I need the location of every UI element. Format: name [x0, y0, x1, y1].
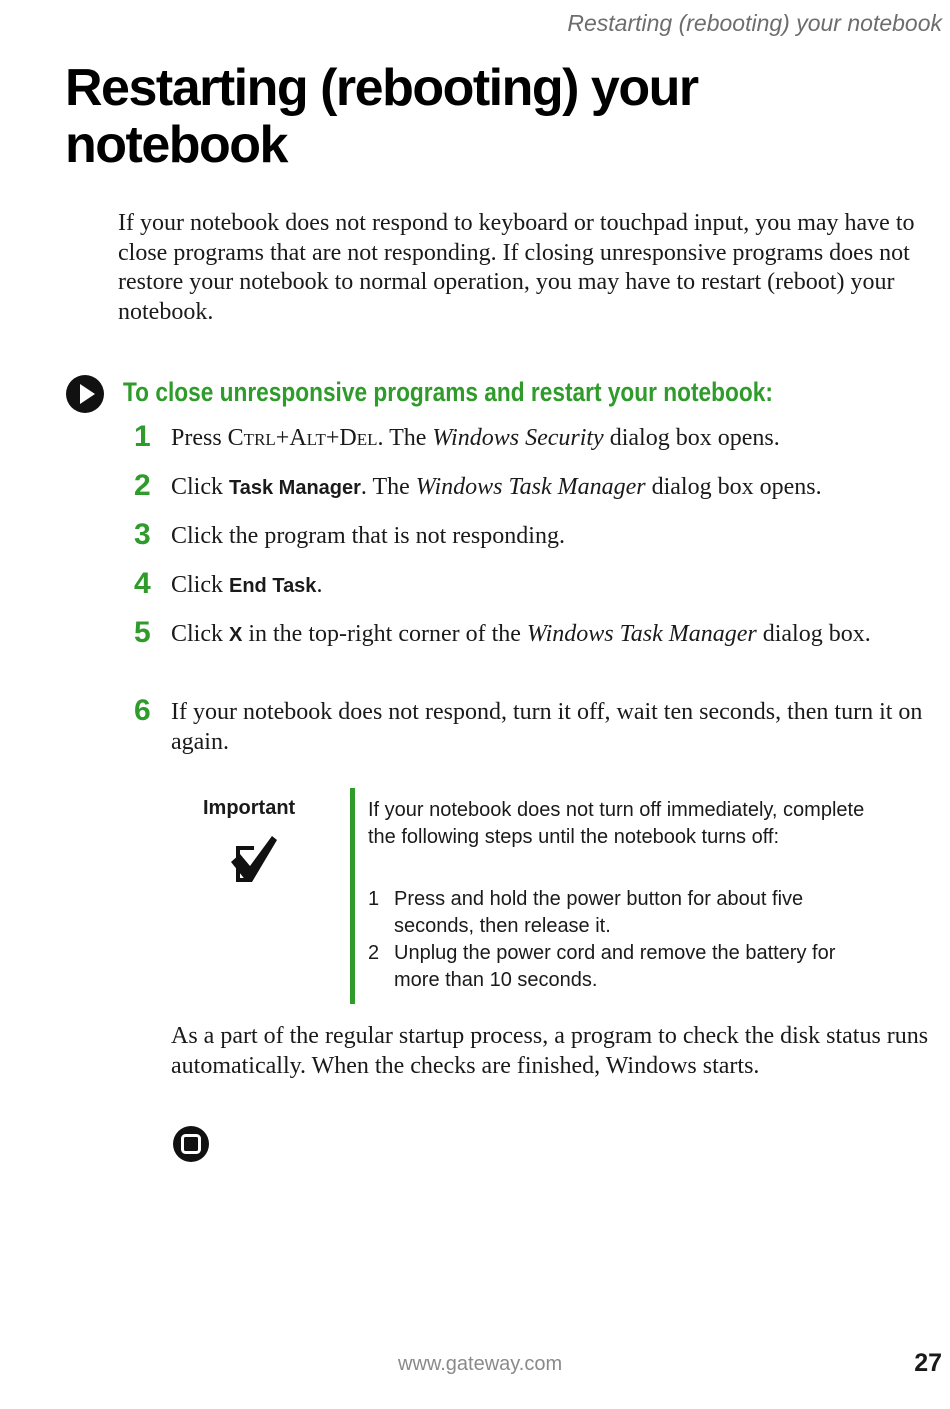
- step-text: Click the program that is not responding.: [171, 523, 565, 549]
- step-number: 2: [134, 469, 151, 502]
- ui-label-end-task: End Task: [229, 575, 317, 597]
- item-text: Unplug the power cord and remove the battery for more than 10 seconds.: [394, 942, 836, 991]
- procedure-end-icon: [172, 1125, 210, 1163]
- closing-paragraph: As a part of the regular startup process, a program to check the disk status runs automatically. When the checks are finished, Windows starts.: [171, 1023, 929, 1079]
- ui-label-close-x: X: [229, 624, 243, 646]
- item-text: Press and hold the power button for about five seconds, then release it.: [394, 888, 804, 937]
- ui-label-task-manager: Task Manager: [229, 477, 361, 499]
- procedure-arrow-icon: [65, 374, 105, 414]
- step-number: 1: [134, 420, 151, 453]
- step-number: 5: [134, 616, 151, 649]
- important-text: If your notebook does not turn off immediately, complete the following steps until the notebook turns off:: [368, 799, 865, 848]
- item-number: 1: [368, 888, 380, 910]
- item-number: 2: [368, 942, 380, 964]
- step-text: Press Ctrl+Alt+Del. The Windows Security dialog box opens.: [171, 425, 780, 451]
- important-label: Important: [203, 797, 296, 819]
- procedure-heading: To close unresponsive programs and restart your notebook:: [123, 377, 773, 407]
- step-text: Click End Task.: [171, 572, 323, 598]
- step-number: 3: [134, 518, 151, 551]
- step-number: 6: [134, 694, 151, 727]
- step-number: 4: [134, 567, 151, 600]
- page-number: 27: [914, 1349, 942, 1377]
- page-title: Restarting (rebooting) your notebook: [65, 59, 698, 174]
- step-text: If your notebook does not respond, turn it off, wait ten seconds, then turn it on again.: [171, 699, 923, 755]
- keyboard-shortcut: Ctrl+Alt+Del: [227, 425, 378, 451]
- footer-url: www.gateway.com: [398, 1353, 563, 1375]
- intro-paragraph: If your notebook does not respond to keyboard or touchpad input, you may have to close programs that are not responding. If closing unresponsive programs does not restore your notebook to normal operation, you may have to restart (reboot) your notebook.: [118, 210, 915, 325]
- checkmark-icon: [228, 832, 280, 888]
- step-text: Click Task Manager. The Windows Task Manager dialog box opens.: [171, 474, 822, 500]
- step-text: Click X in the top-right corner of the Windows Task Manager dialog box.: [171, 621, 871, 647]
- running-head: Restarting (rebooting) your notebook: [567, 10, 942, 36]
- important-divider: [350, 788, 355, 1004]
